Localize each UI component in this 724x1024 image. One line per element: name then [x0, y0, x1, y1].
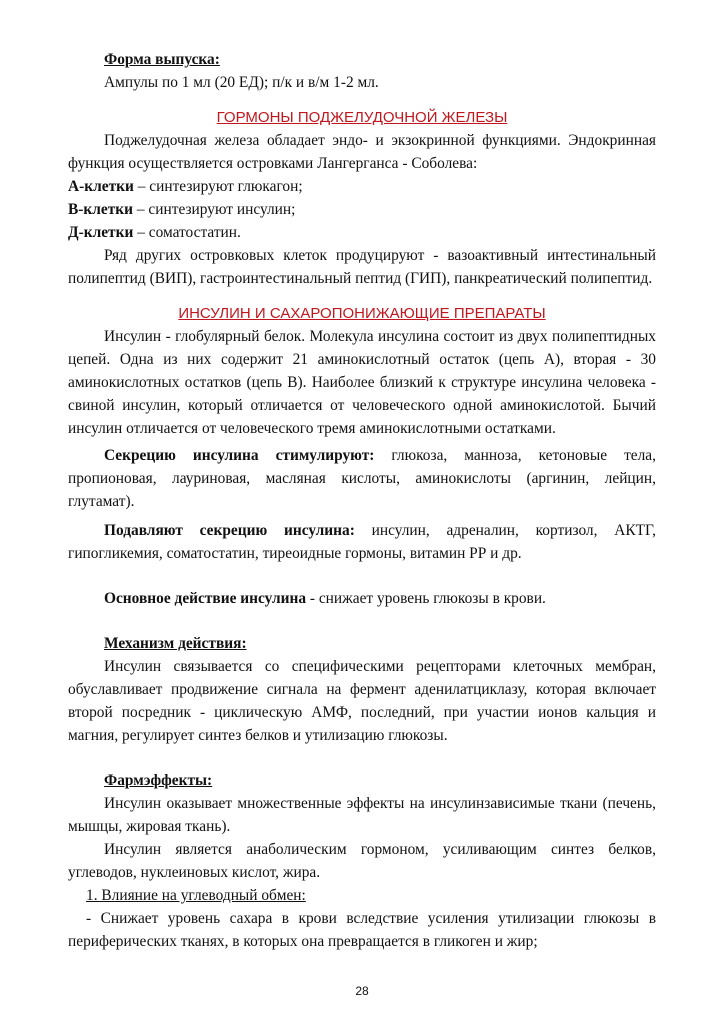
pancreas-intro: Поджелудочная железа обладает эндо- и экзокринной функциями. Эндокринная функция осуществляется островками Лангерганса - Соболева:: [68, 132, 656, 172]
b-cells-text: – синтезируют инсулин;: [133, 201, 296, 218]
insulin-section-title: ИНСУЛИН И САХАРОПОНИЖАЮЩИЕ ПРЕПАРАТЫ: [178, 305, 546, 322]
main-action-paragraph: [68, 587, 656, 610]
document-page: [68, 48, 656, 953]
other-islet-cells: Ряд других островковых клеток продуцируют - вазоактивный интестинальный полипептид (ВИП), гастроинтестинальный пептид (ГИП), панкреатический полипептид.: [68, 247, 656, 287]
b-cells-line: [68, 198, 656, 221]
d-cells-text: – соматостатин.: [133, 224, 241, 241]
suppress-paragraph: [68, 519, 656, 565]
main-action-text: - снижает уровень глюкозы в крови.: [306, 590, 546, 607]
effects-paragraph-2: Инсулин является анаболическим гормоном, усиливающим синтез белков, углеводов, нуклеиновых кислот, жира.: [68, 841, 656, 881]
main-action-label: Основное действие инсулина: [104, 590, 307, 607]
stimulate-label: Секрецию инсулина стимулируют:: [104, 447, 375, 464]
d-cells-term: Д-клетки: [68, 224, 134, 241]
release-form-text: Ампулы по 1 мл (20 ЕД); п/к и в/м 1-2 мл.: [104, 74, 379, 91]
page-number: 28: [355, 984, 369, 998]
a-cells-term: А-клетки: [68, 178, 134, 195]
a-cells-line: [68, 175, 656, 198]
stimulate-text: глюкоза, манноза, кетоновые тела, пропионовая, лауриновая, масляная кислоты, аминокислоты (аргинин, лейцин, глутамат).: [68, 447, 656, 510]
release-form-heading: Форма выпуска:: [104, 51, 220, 68]
a-cells-text: – синтезируют глюкагон;: [133, 178, 303, 195]
effects-paragraph-1: Инсулин оказывает множественные эффекты на инсулинзависимые ткани (печень, мышцы, жировая ткань).: [68, 795, 656, 835]
suppress-text: инсулин, адреналин, кортизол, АКТГ, гипогликемия, соматостатин, тиреоидные гормоны, витамин РР и др.: [68, 522, 656, 562]
mechanism-text: Инсулин связывается со специфическими рецепторами клеточных мембран, обуславливает продвижение сигнала на фермент аденилатциклазу, которая включает второй посредник - циклическую АМФ, последний, при участии ионов кальция и магния, регулирует синтез белков и утилизацию глюкозы.: [68, 658, 656, 744]
carb-metabolism-heading: 1. Влияние на углеводный обмен:: [86, 887, 306, 904]
suppress-label: Подавляют секрецию инсулина:: [104, 522, 355, 539]
b-cells-term: В-клетки: [68, 201, 134, 218]
pancreas-section-title: ГОРМОНЫ ПОДЖЕЛУДОЧНОЙ ЖЕЛЕЗЫ: [216, 109, 508, 126]
d-cells-line: [68, 221, 656, 244]
mechanism-heading: Механизм действия:: [104, 635, 247, 652]
stimulate-paragraph: [68, 444, 656, 513]
insulin-description: Инсулин - глобулярный белок. Молекула инсулина состоит из двух полипептидных цепей. Одна из них содержит 21 аминокислотный остаток (цепь А), вторая - 30 аминокислотных остатков (цепь В). Наиболее близкий к структуре инсулина человека - свиной инсулин, который отличается от человеческого одной аминокислотой. Бычий инсулин отличается от человеческого тремя аминокислотными остатками.: [68, 328, 656, 437]
effects-heading: Фармэффекты:: [104, 772, 213, 789]
carb-item-1: - Снижает уровень сахара в крови вследствие усиления утилизации глюкозы в периферических тканях, в которых она превращается в гликоген и жир;: [68, 910, 656, 950]
